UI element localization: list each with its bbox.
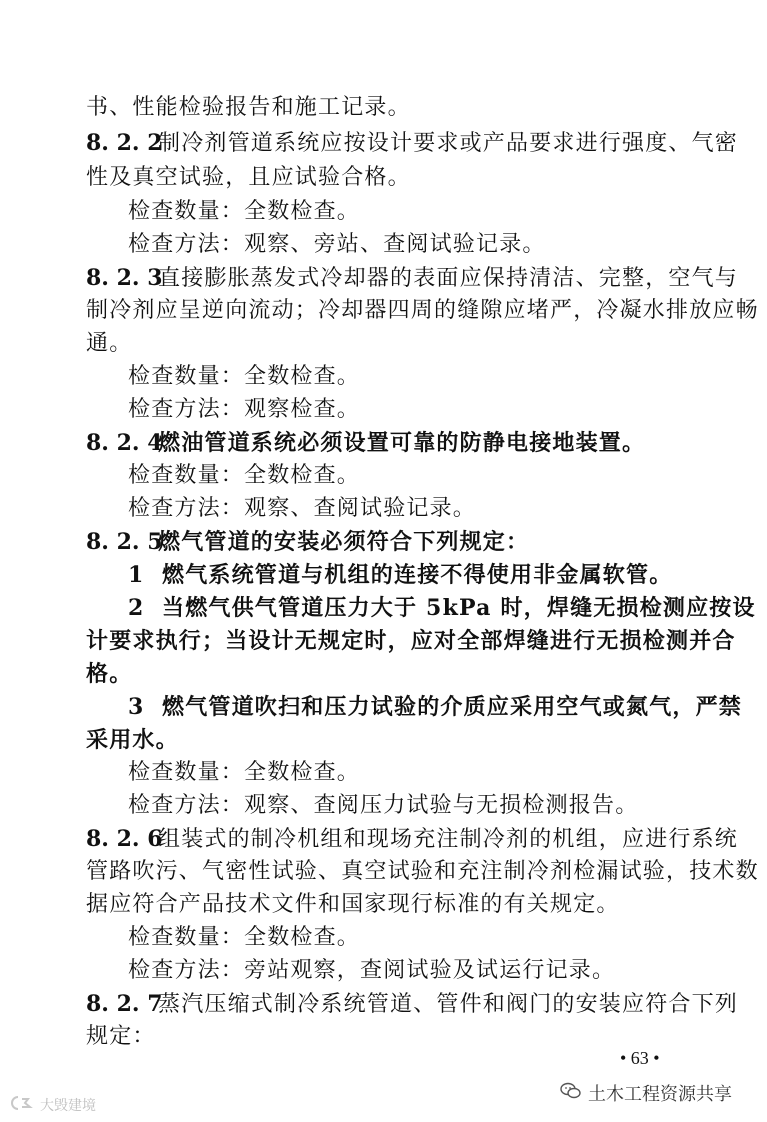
check-method: 检查方法：观察检查。 — [128, 397, 361, 422]
item-number: 2 — [128, 595, 145, 621]
clause-8-2-4: 8. 2. 4燃油管道系统必须设置可靠的防静电接地装置。 — [86, 430, 646, 456]
check-quantity: 检查数量：全数检查。 — [128, 199, 361, 224]
watermark-left-text: 大毁建境 — [40, 1098, 96, 1114]
text-line: 书、性能检验报告和施工记录。 — [86, 95, 411, 120]
text-line: 性及真空试验，且应试验合格。 — [86, 165, 411, 190]
clause-number: 8. 2. 4 — [86, 430, 163, 456]
check-method: 检查方法：观察、查阅压力试验与无损检测报告。 — [128, 793, 639, 818]
check-method: 检查方法：观察、查阅试验记录。 — [128, 496, 477, 521]
wechat-icon — [560, 1082, 582, 1105]
text-line: 规定： — [86, 1024, 156, 1049]
clause-number: 8. 2. 6 — [86, 826, 163, 852]
clause-8-2-5: 8. 2. 5燃气管道的安装必须符合下列规定： — [86, 529, 530, 555]
text-line: 计要求执行；当设计无规定时，应对全部焊缝进行无损检测并合 — [86, 628, 736, 654]
item-number: 1 — [128, 562, 145, 588]
clause-8-2-3: 8. 2. 3直接膨胀蒸发式冷却器的表面应保持清洁、完整，空气与 — [86, 265, 739, 291]
check-quantity: 检查数量：全数检查。 — [128, 760, 361, 785]
check-quantity: 检查数量：全数检查。 — [128, 925, 361, 950]
item-number: 3 — [128, 694, 145, 720]
list-item: 2 当燃气供气管道压力大于 5kPa 时，焊缝无损检测应按设 — [128, 595, 756, 621]
text-line: 制冷剂应呈逆向流动；冷却器四周的缝隙应堵严，冷凝水排放应畅 — [86, 298, 759, 323]
watermark-left — [8, 1094, 96, 1116]
check-method: 检查方法：旁站观察，查阅试验及试运行记录。 — [128, 958, 616, 983]
text-line: 管路吹污、气密性试验、真空试验和充注制冷剂检漏试验，技术数 — [86, 859, 759, 884]
text-line: 格。 — [86, 661, 133, 687]
check-quantity: 检查数量：全数检查。 — [128, 463, 361, 488]
logo-icon — [8, 1094, 36, 1116]
list-item: 1 燃气系统管道与机组的连接不得使用非金属软管。 — [128, 562, 673, 588]
check-quantity: 检查数量：全数检查。 — [128, 364, 361, 389]
list-item: 3 燃气管道吹扫和压力试验的介质应采用空气或氮气，严禁 — [128, 694, 743, 720]
watermark-right — [560, 1080, 732, 1106]
clause-number: 8. 2. 2 — [86, 130, 163, 156]
page-number: • 63 • — [620, 1048, 660, 1068]
clause-number: 8. 2. 7 — [86, 991, 163, 1017]
check-method: 检查方法：观察、旁站、查阅试验记录。 — [128, 232, 546, 257]
clause-8-2-2: 8. 2. 2制冷剂管道系统应按设计要求或产品要求进行强度、气密 — [86, 130, 739, 156]
clause-8-2-6: 8. 2. 6组装式的制冷机组和现场充注制冷剂的机组，应进行系统 — [86, 826, 739, 852]
text-line: 采用水。 — [86, 727, 179, 753]
clause-number: 8. 2. 5 — [86, 529, 163, 555]
text-line: 据应符合产品技术文件和国家现行标准的有关规定。 — [86, 892, 620, 917]
watermark-right-text: 土木工程资源共享 — [588, 1084, 732, 1105]
text-line: 通。 — [86, 331, 133, 356]
clause-number: 8. 2. 3 — [86, 265, 163, 291]
clause-8-2-7: 8. 2. 7蒸汽压缩式制冷系统管道、管件和阀门的安装应符合下列 — [86, 991, 739, 1017]
